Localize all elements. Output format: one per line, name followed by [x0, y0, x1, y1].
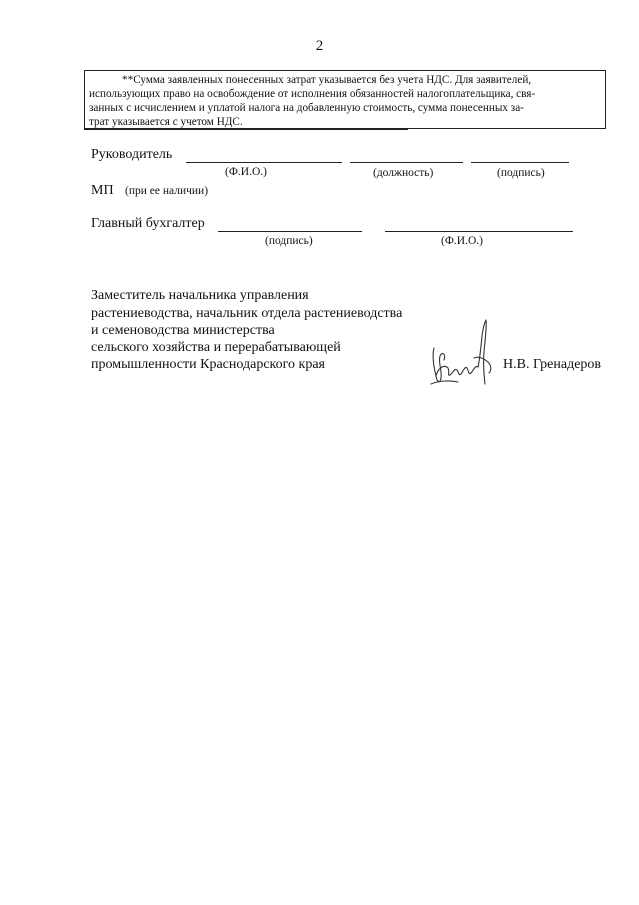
- handwritten-signature-icon: [428, 318, 498, 390]
- official-title-line: промышленности Краснодарского края: [91, 357, 325, 372]
- accountant-fio-caption: (Ф.И.О.): [441, 235, 483, 247]
- footnote-underline-divider: [84, 129, 408, 130]
- stamp-note: (при ее наличии): [125, 185, 209, 197]
- footnote-line: **Сумма заявленных понесенных затрат указывается без учета НДС. Для заявителей,: [122, 74, 532, 86]
- head-position-caption: (должность): [373, 167, 434, 179]
- head-signature-caption: (подпись): [497, 167, 545, 179]
- head-fio-blank: [186, 162, 342, 163]
- official-title-line: растениеводства, начальник отдела растениеводства: [91, 306, 403, 321]
- head-label: Руководитель: [91, 147, 173, 162]
- footnote-line: использующих право на освобождение от исполнения обязанностей налогоплательщика, свя-: [89, 88, 536, 100]
- accountant-signature-blank: [218, 231, 362, 232]
- footnote-line: занных с исчислением и уплатой налога на добавленную стоимость, сумма понесенных за-: [89, 102, 524, 114]
- footnote-line: трат указывается с учетом НДС.: [89, 116, 243, 128]
- official-title-line: и семеноводства министерства: [91, 323, 275, 338]
- footnote-box: [84, 70, 606, 129]
- page-number: 2: [315, 38, 324, 54]
- stamp-label: МП: [91, 183, 114, 198]
- head-fio-caption: (Ф.И.О.): [225, 166, 267, 178]
- official-title-line: Заместитель начальника управления: [91, 288, 309, 303]
- accountant-fio-blank: [385, 231, 573, 232]
- official-title-line: сельского хозяйства и перерабатывающей: [91, 340, 341, 355]
- head-signature-blank: [471, 162, 569, 163]
- accountant-label: Главный бухгалтер: [91, 216, 205, 231]
- head-position-blank: [350, 162, 463, 163]
- accountant-signature-caption: (подпись): [265, 235, 313, 247]
- official-name: Н.В. Гренадеров: [503, 357, 602, 372]
